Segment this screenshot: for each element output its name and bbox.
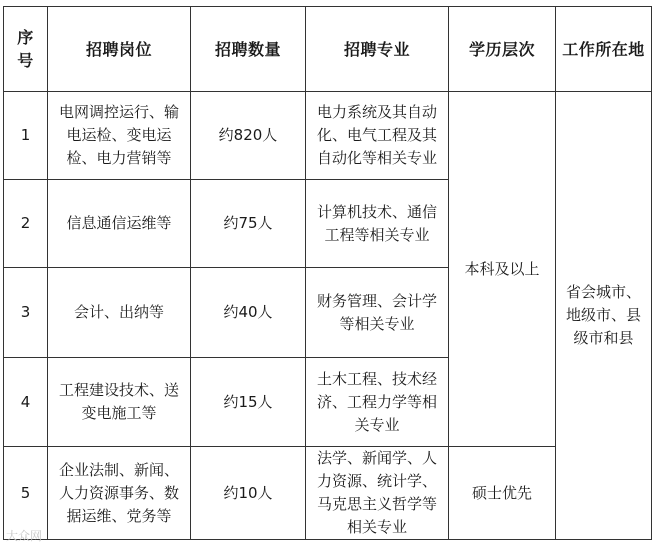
education-master: 硕士优先 <box>449 447 556 540</box>
header-no: 序号 <box>4 7 48 92</box>
header-education: 学历层次 <box>449 7 556 92</box>
row-major: 土木工程、技术经济、工程力学等相关专业 <box>306 358 449 447</box>
row-major: 计算机技术、通信工程等相关专业 <box>306 180 449 268</box>
header-major: 招聘专业 <box>306 7 449 92</box>
row-quantity: 约75人 <box>191 180 306 268</box>
watermark: 大众网 <box>6 529 43 543</box>
row-quantity: 约15人 <box>191 358 306 447</box>
table-row <box>4 447 652 540</box>
row-position: 会计、出纳等 <box>48 268 191 358</box>
row-no: 4 <box>4 358 48 447</box>
row-quantity: 约40人 <box>191 268 306 358</box>
education-bachelor: 本科及以上 <box>449 92 556 447</box>
row-no: 2 <box>4 180 48 268</box>
header-row <box>4 7 652 92</box>
row-quantity: 约10人 <box>191 447 306 540</box>
header-quantity: 招聘数量 <box>191 7 306 92</box>
row-position: 电网调控运行、输电运检、变电运检、电力营销等 <box>48 92 191 180</box>
row-position: 企业法制、新闻、人力资源事务、数据运维、党务等 <box>48 447 191 540</box>
row-quantity: 约820人 <box>191 92 306 180</box>
row-major: 法学、新闻学、人力资源、统计学、马克思主义哲学等相关专业 <box>306 447 449 540</box>
row-no: 3 <box>4 268 48 358</box>
row-no: 1 <box>4 92 48 180</box>
header-position: 招聘岗位 <box>48 7 191 92</box>
work-location: 省会城市、地级市、县级市和县 <box>556 92 652 540</box>
recruitment-table <box>3 6 652 540</box>
row-no: 5 <box>4 447 48 540</box>
row-position: 信息通信运维等 <box>48 180 191 268</box>
header-location: 工作所在地 <box>556 7 652 92</box>
row-position: 工程建设技术、送变电施工等 <box>48 358 191 447</box>
table-row <box>4 92 652 180</box>
row-major: 电力系统及其自动化、电气工程及其自动化等相关专业 <box>306 92 449 180</box>
row-major: 财务管理、会计学等相关专业 <box>306 268 449 358</box>
